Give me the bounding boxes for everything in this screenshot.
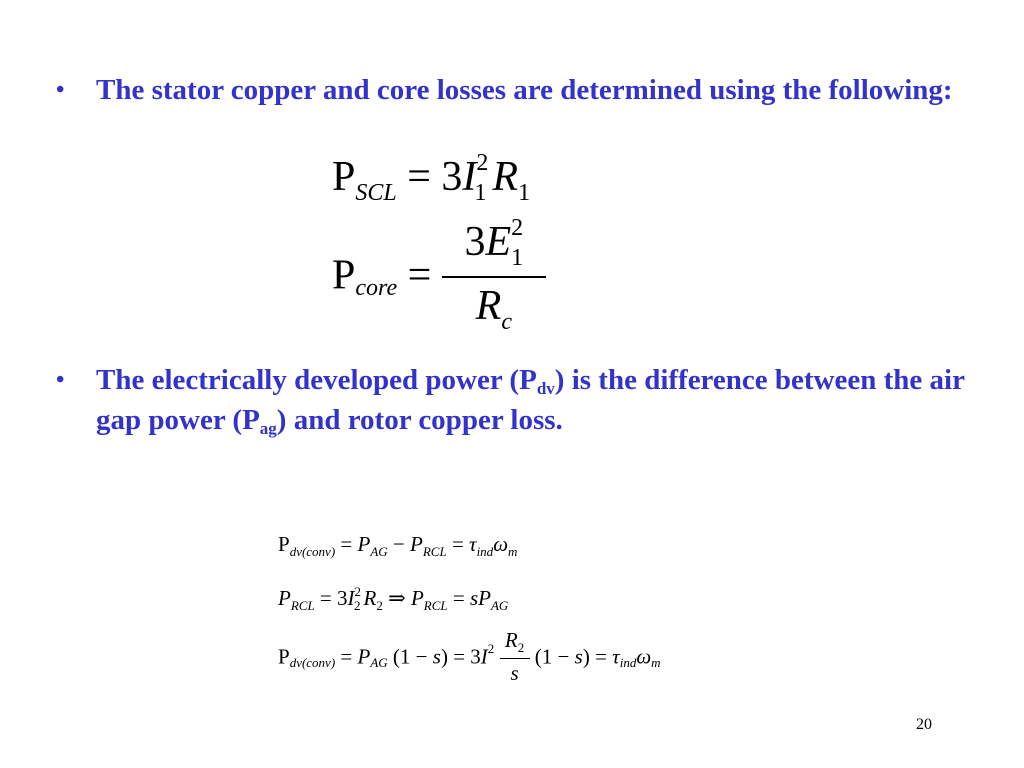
- coefficient: 3: [337, 586, 348, 610]
- fraction-bar: [500, 658, 530, 659]
- bullet-text: The stator copper and core losses are determined using the following:: [96, 74, 953, 106]
- symbol-tau: τ: [612, 644, 620, 669]
- bullet-marker: •: [56, 367, 65, 393]
- symbol-i: I: [347, 586, 355, 610]
- symbol-p: P: [278, 586, 291, 610]
- superscript: 2: [354, 584, 362, 599]
- symbol-i: I: [462, 154, 477, 200]
- fraction: [500, 628, 530, 686]
- subscript: dv(conv): [289, 544, 336, 559]
- symbol-omega: ω: [493, 532, 509, 556]
- symbol-p: P: [410, 532, 423, 556]
- symbol-r: R: [475, 283, 502, 329]
- symbol-p: P: [410, 586, 424, 610]
- symbol-p: P: [332, 154, 356, 200]
- equals: =: [319, 586, 332, 610]
- coefficient: 3: [470, 644, 481, 669]
- paren-expression: [535, 645, 590, 669]
- paren-open: (1 −: [534, 644, 575, 669]
- subscript: AG: [370, 544, 388, 559]
- denominator: [500, 661, 530, 686]
- symbol-s: s: [432, 644, 441, 669]
- superscript: 2: [476, 150, 489, 176]
- paren-open: (1 −: [392, 644, 433, 669]
- symbol-s: s: [469, 586, 479, 610]
- subscript: ind: [619, 654, 637, 670]
- subscript: 1: [518, 180, 531, 206]
- text-segment: The electrically developed power (P: [96, 364, 537, 396]
- equals: =: [595, 644, 607, 669]
- symbol-p: P: [278, 532, 290, 556]
- symbol-r: R: [492, 154, 519, 200]
- equation-pdv-slip: [278, 628, 661, 686]
- symbol-e: E: [485, 219, 512, 265]
- subscript: c: [501, 309, 512, 335]
- symbol-r: R: [363, 586, 377, 610]
- symbol-p: P: [357, 532, 371, 556]
- page-number: 20: [916, 716, 932, 733]
- symbol-omega: ω: [636, 644, 652, 669]
- paren-expression: [393, 645, 448, 669]
- equals: =: [453, 644, 466, 669]
- bullet-marker: •: [56, 77, 65, 103]
- symbol-tau: τ: [469, 532, 477, 556]
- superscript: 2: [511, 215, 524, 241]
- subscript: RCL: [290, 598, 315, 613]
- paren-close: ): [440, 644, 448, 669]
- bullet-text: [96, 360, 976, 440]
- subscript: ag: [259, 419, 277, 438]
- subscript: RCL: [423, 598, 448, 613]
- equals: =: [451, 532, 464, 556]
- subscript: 2: [376, 598, 383, 613]
- equals: =: [340, 644, 353, 669]
- equals: =: [407, 252, 432, 299]
- coefficient: 3: [464, 219, 486, 265]
- subscript: dv(conv): [289, 654, 336, 670]
- paren-close: ): [582, 644, 590, 669]
- symbol-i: I: [480, 644, 488, 669]
- subscript: RCL: [422, 544, 447, 559]
- equation-pscl: [332, 150, 530, 207]
- subscript: AG: [490, 598, 509, 613]
- subscript: AG: [370, 654, 388, 670]
- subscript: dv: [536, 379, 555, 398]
- numerator: [500, 628, 530, 656]
- equation-prcl: [278, 584, 508, 614]
- denominator: [442, 282, 546, 336]
- subscript: m: [508, 544, 518, 559]
- symbol-p: P: [278, 644, 290, 669]
- subscript: 1: [511, 245, 524, 271]
- symbol-s: s: [510, 661, 519, 685]
- subscript: 1: [474, 180, 487, 206]
- equation-pdv-conv: [278, 532, 517, 560]
- minus: −: [392, 532, 405, 556]
- subscript: core: [355, 275, 398, 302]
- subscript: ind: [476, 544, 494, 559]
- symbol-p: P: [478, 586, 491, 610]
- coefficient: 3: [441, 154, 463, 200]
- fraction-bar: [442, 276, 546, 278]
- equals: =: [340, 532, 353, 556]
- subscript: SCL: [355, 180, 397, 206]
- equation-pcore: [332, 215, 546, 336]
- symbol-p: P: [332, 252, 356, 299]
- equals: =: [452, 586, 465, 610]
- implies-arrow: ⇒: [388, 586, 406, 610]
- symbol-s: s: [574, 644, 583, 669]
- text-segment: ) and rotor copper loss.: [276, 404, 563, 436]
- subscript: m: [651, 654, 661, 670]
- equals: =: [407, 154, 431, 200]
- numerator: [442, 215, 546, 272]
- subscript: 2: [354, 598, 361, 613]
- superscript: 2: [487, 640, 495, 656]
- fraction: [442, 215, 546, 336]
- symbol-p: P: [357, 644, 371, 669]
- symbol-r: R: [504, 628, 518, 652]
- subscript: 2: [517, 640, 525, 655]
- text-segment: ) is the difference between the air gap power (P: [96, 364, 965, 436]
